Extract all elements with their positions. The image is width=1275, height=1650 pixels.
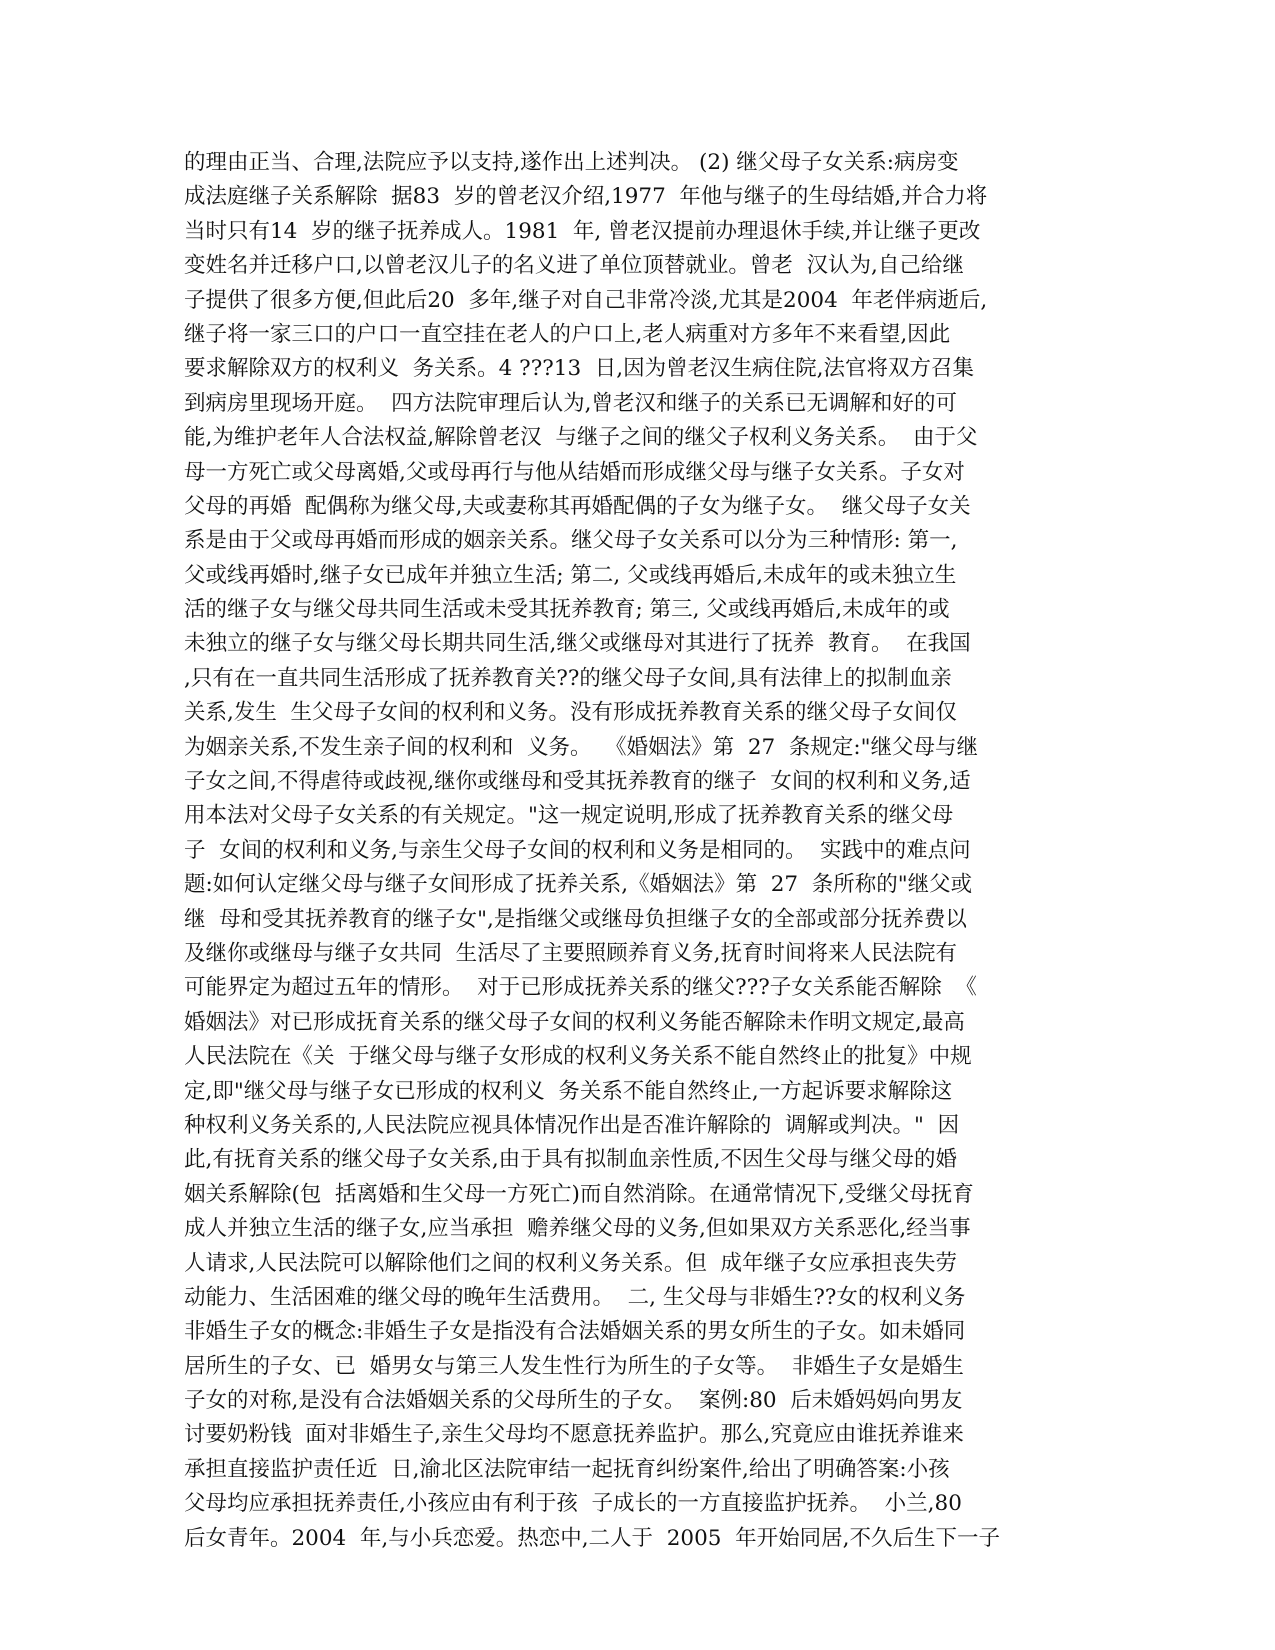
text-line: 父母均应承担抚养责任,小孩应由有利于孩 子成长的一方直接监护抚养。 小兰,80	[184, 1491, 962, 1517]
text-line: 父或线再婚时,继子女已成年并独立生活; 第二, 父或线再婚后,未成年的或未独立生	[184, 562, 957, 588]
text-line: 为姻亲关系,不发生亲子间的权利和 义务。 《婚姻法》第 27 条规定:"继父母与继	[184, 734, 979, 760]
text-line: 活的继子女与继父母共同生活或未受其抚养教育; 第三, 父或线再婚后,未成年的或	[184, 597, 950, 623]
text-line: 要求解除双方的权利义 务关系。4 ???13 日,因为曾老汉生病住院,法官将双方召集	[184, 356, 974, 382]
text-line: 用本法对父母子女关系的有关规定。"这一规定说明,形成了抚养教育关系的继父母	[184, 803, 954, 829]
text-line: 父母的再婚 配偶称为继父母,夫或妻称其再婚配偶的子女为继子女。 继父母子女关	[184, 493, 971, 519]
text-line: 承担直接监护责任近 日,渝北区法院审结一起抚育纠纷案件,给出了明确答案:小孩	[184, 1456, 950, 1482]
text-line: 此,有抚育关系的继父母子女关系,由于具有拟制血亲性质,不因生父母与继父母的婚	[184, 1147, 958, 1173]
text-line: 能,为维护老年人合法权益,解除曾老汉 与继子之间的继父子权利义务关系。 由于父	[184, 425, 978, 451]
text-line: 到病房里现场开庭。 四方法院审理后认为,曾老汉和继子的关系已无调解和好的可	[184, 390, 958, 416]
text-line: 可能界定为超过五年的情形。 对于已形成抚养关系的继父???子女关系能否解除 《	[184, 975, 977, 1001]
text-line: 人民法院在《关 于继父母与继子女形成的权利义务关系不能自然终止的批复》中规	[184, 1044, 972, 1070]
text-line: 婚姻法》对已形成抚育关系的继父母子女间的权利义务能否解除未作明文规定,最高	[184, 1009, 965, 1035]
text-line: 成法庭继子关系解除 据83 岁的曾老汉介绍,1977 年他与继子的生母结婚,并合力将	[184, 184, 988, 210]
text-line: 变姓名并迁移户口,以曾老汉儿子的名义进了单位顶替就业。曾老 汉认为,自己给继	[184, 253, 964, 279]
text-line: 子 女间的权利和义务,与亲生父母子女间的权利和义务是相同的。 实践中的难点问	[184, 837, 971, 863]
text-line: 动能力、生活困难的继父母的晚年生活费用。 二, 生父母与非婚生??女的权利义务	[184, 1284, 966, 1310]
text-line: 未独立的继子女与继父母长期共同生活,继父或继母对其进行了抚养 教育。 在我国	[184, 631, 971, 657]
text-line: 子提供了很多方便,但此后20 多年,继子对自己非常冷淡,尤其是2004 年老伴病逝后,	[184, 287, 988, 313]
text-line: 子女的对称,是没有合法婚姻关系的父母所生的子女。 案例:80 后未婚妈妈向男友	[184, 1388, 963, 1414]
text-line: 非婚生子女的概念:非婚生子女是指没有合法婚姻关系的男女所生的子女。如未婚同	[184, 1319, 966, 1345]
body-text	[184, 146, 1096, 1556]
text-line: 及继你或继母与继子女共同 生活尽了主要照顾养育义务,抚育时间将来人民法院有	[184, 940, 958, 966]
text-line: 当时只有14 岁的继子抚养成人。1981 年, 曾老汉提前办理退休手续,并让继子更改	[184, 218, 981, 244]
text-line: 继 母和受其抚养教育的继子女",是指继父或继母负担继子女的全部或部分抚养费以	[184, 906, 967, 932]
text-line: 后女青年。2004 年,与小兵恋爱。热恋中,二人于 2005 年开始同居,不久后生下一子	[184, 1525, 1000, 1551]
text-line: 姻关系解除(包 括离婚和生父母一方死亡)而自然消除。在通常情况下,受继父母抚育	[184, 1181, 974, 1207]
text-line: 成人并独立生活的继子女,应当承担 赡养继父母的义务,但如果双方关系恶化,经当事	[184, 1216, 971, 1242]
text-line: 题:如何认定继父母与继子女间形成了抚养关系,《婚姻法》第 27 条所称的"继父或	[184, 872, 973, 898]
text-line: 系是由于父或母再婚而形成的姻亲关系。继父母子女关系可以分为三种情形: 第一,	[184, 528, 958, 554]
text-line: ,只有在一直共同生活形成了抚养教育关??的继父母子女间,具有法律上的拟制血亲	[184, 665, 952, 691]
text-line: 居所生的子女、已 婚男女与第三人发生性行为所生的子女等。 非婚生子女是婚生	[184, 1353, 964, 1379]
text-line: 子女之间,不得虐待或歧视,继你或继母和受其抚养教育的继子 女间的权利和义务,适	[184, 769, 971, 795]
text-line: 母一方死亡或父母离婚,父或母再行与他从结婚而形成继父母与继子女关系。子女对	[184, 459, 965, 485]
text-line: 种权利义务关系的,人民法院应视具体情况作出是否准许解除的 调解或判决。" 因	[184, 1112, 960, 1138]
text-line: 人请求,人民法院可以解除他们之间的权利义务关系。但 成年继子女应承担丧失劳	[184, 1250, 958, 1276]
text-line: 定,即"继父母与继子女已形成的权利义 务关系不能自然终止,一方起诉要求解除这	[184, 1078, 953, 1104]
text-line: 的理由正当、合理,法院应予以支持,遂作出上述判决。 (2) 继父母子女关系:病房变	[184, 150, 959, 175]
text-line: 继子将一家三口的户口一直空挂在老人的户口上,老人病重对方多年不来看望,因此	[184, 321, 951, 347]
text-line: 讨要奶粉钱 面对非婚生子,亲生父母均不愿意抚养监护。那么,究竟应由谁抚养谁来	[184, 1422, 964, 1448]
text-line: 关系,发生 生父母子女间的权利和义务。没有形成抚养教育关系的继父母子女间仅	[184, 700, 958, 726]
